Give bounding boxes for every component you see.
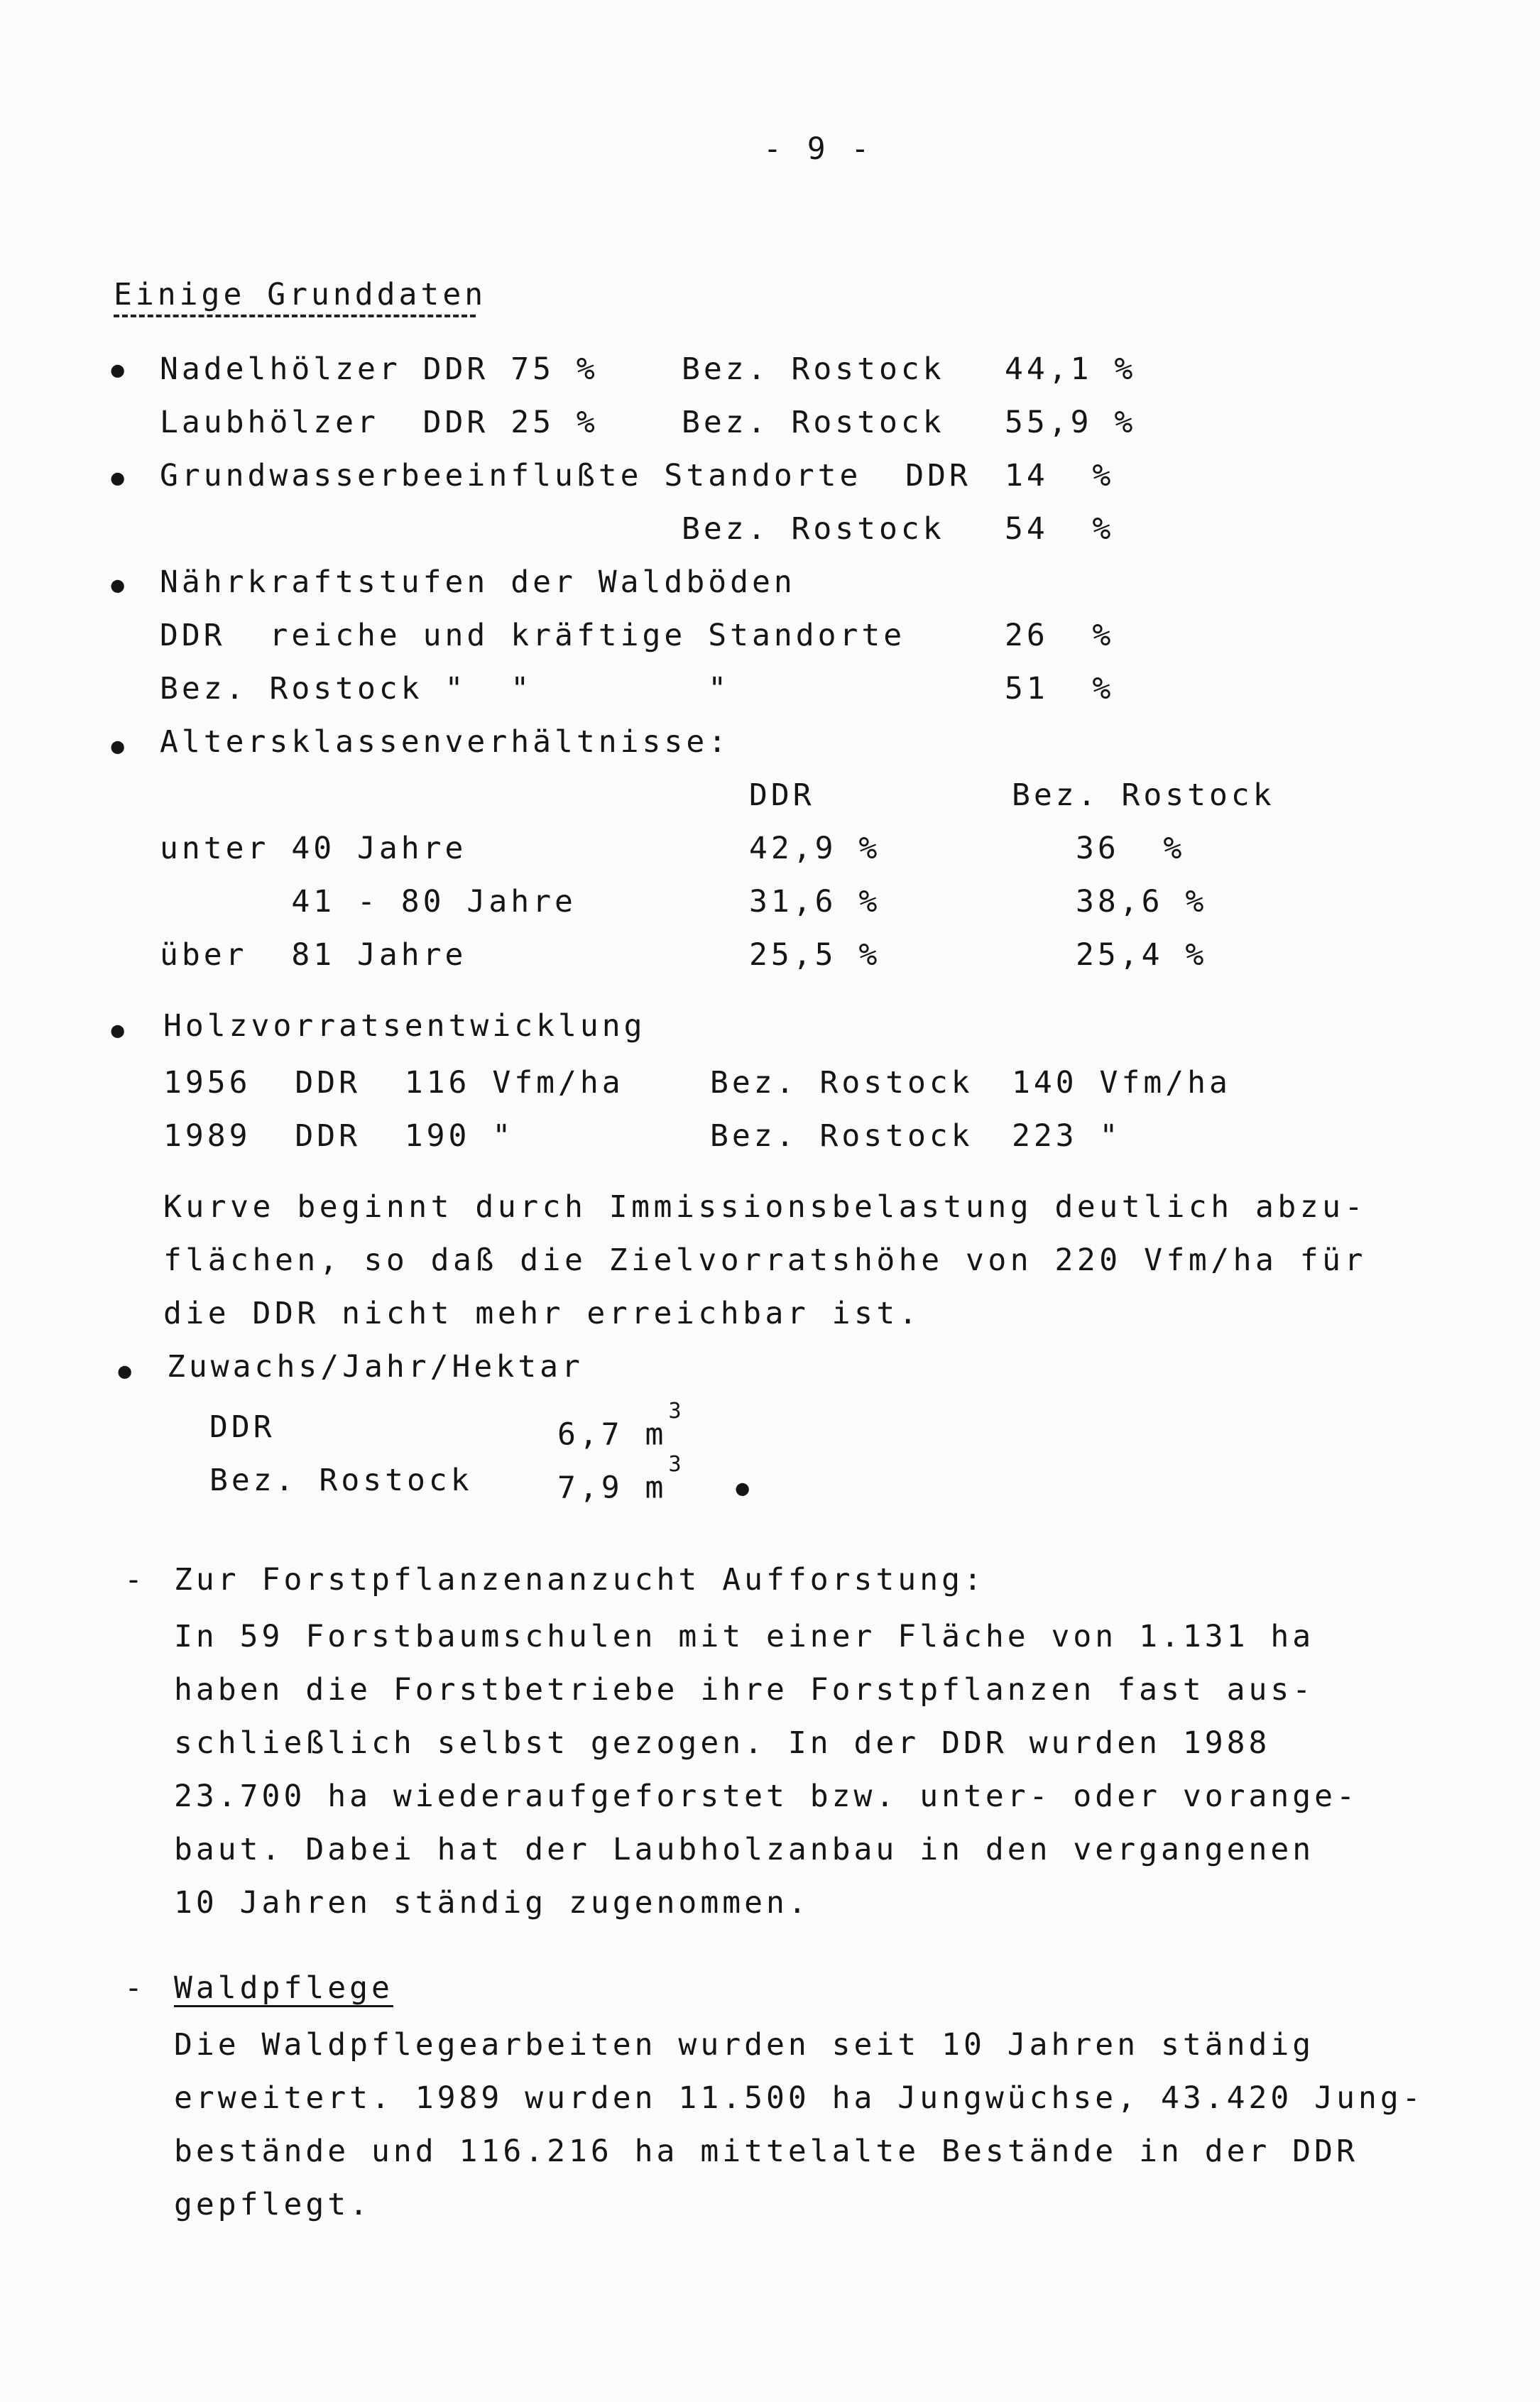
alter-row-bez: 25,4 % (1076, 937, 1208, 973)
alter-row-bez: 36 % (1076, 831, 1186, 866)
zuwachs-row-value (557, 1399, 682, 1453)
forstpflanzen-line: 10 Jahren ständig zugenommen. (174, 1885, 810, 1921)
zuwachs-row-label: Bez. Rostock (209, 1463, 473, 1498)
forstpflanzen-line: baut. Dabei hat der Laubholzanbau in den vergangenen (174, 1832, 1315, 1867)
naehrkraft-bez-value: 51 % (1005, 671, 1115, 706)
holzvorrat-text-line: flächen, so daß die Zielvorratshöhe von 220 Vfm/ha für (163, 1243, 1367, 1278)
zuwachs-row-value (557, 1452, 682, 1506)
alter-row-label: über 81 Jahre (160, 937, 467, 973)
forstpflanzen-line: schließlich selbst gezogen. In der DDR wurden 1988 (174, 1725, 1271, 1761)
naehrkraft-heading: Nährkraftstufen der Waldböden (160, 564, 796, 600)
zuwachs-value-text: 7,9 m (557, 1470, 667, 1506)
forstpflanzen-heading: Zur Forstpflanzenanzucht Aufforstung: (174, 1562, 985, 1598)
forstpflanzen-line: haben die Forstbetriebe ihre Forstpflanzen fast aus- (174, 1672, 1315, 1708)
holzvorrat-row-left: 1956 DDR 116 Vfm/ha (163, 1065, 624, 1101)
alter-row-ddr: 31,6 % (749, 884, 881, 919)
bullet-alter: • (107, 728, 129, 770)
alter-row-label: 41 - 80 Jahre (160, 884, 577, 919)
waldpflege-line: gepflegt. (174, 2187, 371, 2222)
nadel-label: Nadelhölzer DDR 75 % (160, 351, 599, 387)
alter-col-bez: Bez. Rostock (1012, 777, 1275, 813)
section-title-underline (114, 315, 476, 317)
bullet-zuwachs: • (114, 1353, 136, 1395)
page-number: - 9 - (763, 131, 873, 167)
zuwachs-exponent: 3 (668, 1452, 682, 1477)
section-title: Einige Grunddaten (114, 277, 487, 312)
alter-row-ddr: 42,9 % (749, 831, 881, 866)
waldpflege-line: Die Waldpflegearbeiten wurden seit 10 Jahren ständig (174, 2027, 1315, 2063)
alter-heading: Altersklassenverhältnisse: (160, 724, 731, 760)
naehrkraft-ddr-label: DDR reiche und kräftige Standorte (160, 618, 906, 653)
waldpflege-line: erweitert. 1989 wurden 11.500 ha Jungwüchse, 43.420 Jung- (174, 2080, 1424, 2116)
holzvorrat-row-bez: Bez. Rostock (710, 1065, 973, 1101)
laub-bez: Bez. Rostock (682, 405, 945, 440)
holzvorrat-text-line: Kurve beginnt durch Immissionsbelastung deutlich abzu- (163, 1189, 1367, 1225)
laub-label: Laubhölzer DDR 25 % (160, 405, 599, 440)
zuwachs-heading: Zuwachs/Jahr/Hektar (167, 1349, 584, 1385)
dash-forstpflanzen: - (124, 1562, 146, 1598)
holzvorrat-heading: Holzvorratsentwicklung (163, 1008, 646, 1044)
dash-waldpflege: - (124, 1970, 146, 2006)
bullet-naehrkraft: • (107, 567, 129, 609)
waldpflege-line: bestände und 116.216 ha mittelalte Bestände in der DDR (174, 2134, 1358, 2169)
zuwachs-value-text: 6,7 m (557, 1416, 667, 1453)
holzvorrat-row-left: 1989 DDR 190 " (163, 1118, 515, 1154)
zuwachs-exponent: 3 (668, 1399, 682, 1424)
naehrkraft-bez-label: Bez. Rostock " " " (160, 671, 731, 706)
holzvorrat-row-value: 140 Vfm/ha (1012, 1065, 1231, 1101)
zuwachs-trailing-dot: • (731, 1470, 754, 1512)
forstpflanzen-line: In 59 Forstbaumschulen mit einer Fläche von 1.131 ha (174, 1619, 1315, 1654)
grundwasser-label: Grundwasserbeeinflußte Standorte DDR (160, 458, 971, 493)
bullet-baumarten: • (107, 351, 129, 394)
grundwasser-bez: Bez. Rostock (682, 511, 945, 547)
laub-value: 55,9 % (1005, 405, 1137, 440)
nadel-bez: Bez. Rostock (682, 351, 945, 387)
grundwasser-bez-value: 54 % (1005, 511, 1115, 547)
waldpflege-heading: Waldpflege (174, 1970, 393, 2006)
alter-col-ddr: DDR (749, 777, 815, 813)
alter-row-ddr: 25,5 % (749, 937, 881, 973)
bullet-holzvorrat: • (107, 1012, 129, 1054)
forstpflanzen-line: 23.700 ha wiederaufgeforstet bzw. unter- oder vorange- (174, 1779, 1358, 1814)
zuwachs-row-label: DDR (209, 1409, 275, 1445)
holzvorrat-row-value: 223 " (1012, 1118, 1122, 1154)
naehrkraft-ddr-value: 26 % (1005, 618, 1115, 653)
nadel-value: 44,1 % (1005, 351, 1137, 387)
holzvorrat-text-line: die DDR nicht mehr erreichbar ist. (163, 1296, 922, 1331)
alter-row-label: unter 40 Jahre (160, 831, 467, 866)
holzvorrat-row-bez: Bez. Rostock (710, 1118, 973, 1154)
alter-row-bez: 38,6 % (1076, 884, 1208, 919)
grundwasser-ddr-value: 14 % (1005, 458, 1115, 493)
bullet-grundwasser: • (107, 459, 129, 502)
